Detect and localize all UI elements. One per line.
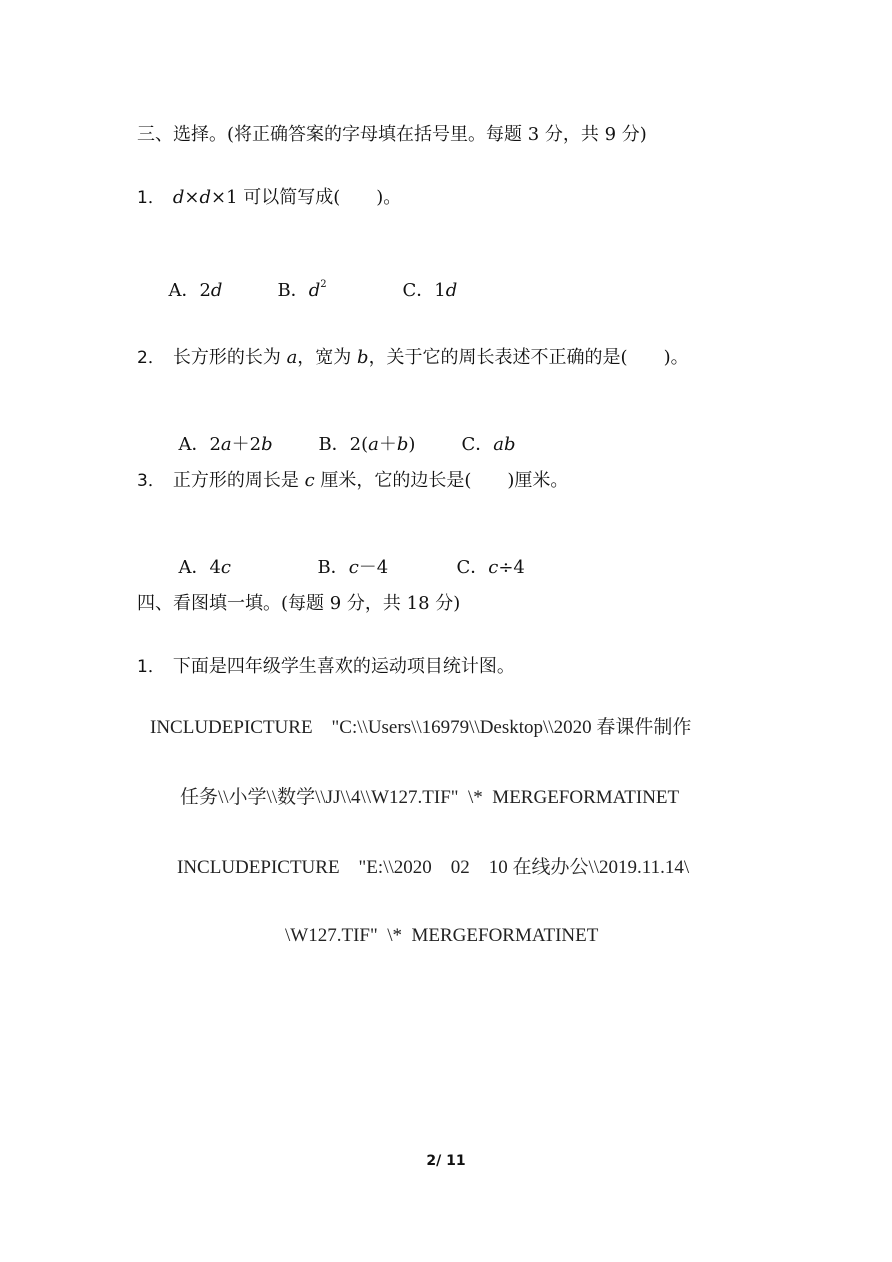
var-c: c (220, 557, 231, 578)
option-a (178, 432, 318, 458)
question-text: ×1 可以简写成( )。 (210, 187, 402, 208)
question-3-3 (137, 468, 568, 494)
question-number: 1． (137, 657, 165, 677)
question-3-1 (137, 185, 401, 211)
option-label: A．4 (178, 557, 221, 578)
option-b (277, 272, 402, 304)
var-d: d (445, 280, 458, 301)
field-code-line-3: INCLUDEPICTURE "E:\\2020 02 10 在线办公\\2019.11.14\ (177, 857, 690, 878)
exponent: 2 (320, 279, 327, 290)
var-d: d (172, 187, 185, 208)
option-label: C． (461, 434, 494, 455)
page-number: 2/ 11 (426, 1153, 466, 1169)
var-d: d (199, 187, 211, 208)
question-number: 3． (137, 471, 165, 491)
question-text: 下面是四年级学生喜欢的运动项目统计图。 (172, 656, 515, 677)
minus-4: －4 (358, 557, 389, 578)
option-label: B．2( (318, 434, 369, 455)
option-c (402, 278, 457, 304)
option-c (461, 432, 515, 458)
var-a: a (286, 347, 298, 368)
option-a (178, 555, 317, 581)
option-b (317, 555, 456, 581)
question-text: 长方形的长为 (172, 347, 287, 368)
question-text: 厘米，它的边长是( )厘米。 (314, 470, 569, 491)
option-c (456, 555, 524, 581)
var-d: d (308, 280, 321, 301)
divide-4: ÷4 (498, 557, 525, 578)
field-code-line-2: 任务\\小学\\数学\\JJ\\4\\W127.TIF" \* MERGEFORMATINET (180, 787, 680, 808)
question-text: ，宽为 (297, 347, 358, 368)
field-code-line-1: INCLUDEPICTURE "C:\\Users\\16979\\Desktop\\2020 春课件制作 (150, 717, 692, 738)
var-c: c (348, 557, 359, 578)
section-3-title: 三、选择。(将正确答案的字母填在括号里。每题 3 分，共 9 分) (137, 124, 647, 145)
var-c: c (304, 470, 315, 491)
question-number: 2． (137, 348, 165, 368)
plus-2: ＋2 (231, 434, 262, 455)
var-c: c (488, 557, 499, 578)
option-b (318, 432, 461, 458)
option-label: A．2 (178, 434, 221, 455)
option-label: A．2 (168, 280, 211, 301)
question-text: 正方形的周长是 (172, 470, 305, 491)
var-ab: ab (493, 434, 516, 455)
field-code-line-4: \W127.TIF" \* MERGEFORMATINET (285, 925, 599, 946)
question-3-2 (137, 345, 689, 371)
option-label: C．1 (402, 280, 446, 301)
question-text: ，关于它的周长表述不正确的是( )。 (368, 347, 689, 368)
question-number: 1． (137, 188, 165, 208)
var-b: b (261, 434, 273, 455)
var-b: b (357, 347, 369, 368)
var-b: b (396, 434, 409, 455)
option-label: B． (317, 557, 349, 578)
section-4-title: 四、看图填一填。(每题 9 分，共 18 分) (137, 593, 461, 614)
times-sign: × (184, 187, 200, 208)
option-a (168, 278, 277, 304)
var-a: a (220, 434, 232, 455)
plus-sign: ＋ (378, 434, 397, 455)
question-3-2-options (167, 406, 516, 458)
paren-close: ) (408, 434, 416, 455)
option-label: B． (277, 280, 309, 301)
var-a: a (368, 434, 379, 455)
question-3-1-options (157, 246, 457, 304)
option-label: C． (456, 557, 489, 578)
question-4-1 (137, 654, 515, 680)
var-d: d (210, 280, 223, 301)
question-3-3-options (167, 529, 525, 581)
